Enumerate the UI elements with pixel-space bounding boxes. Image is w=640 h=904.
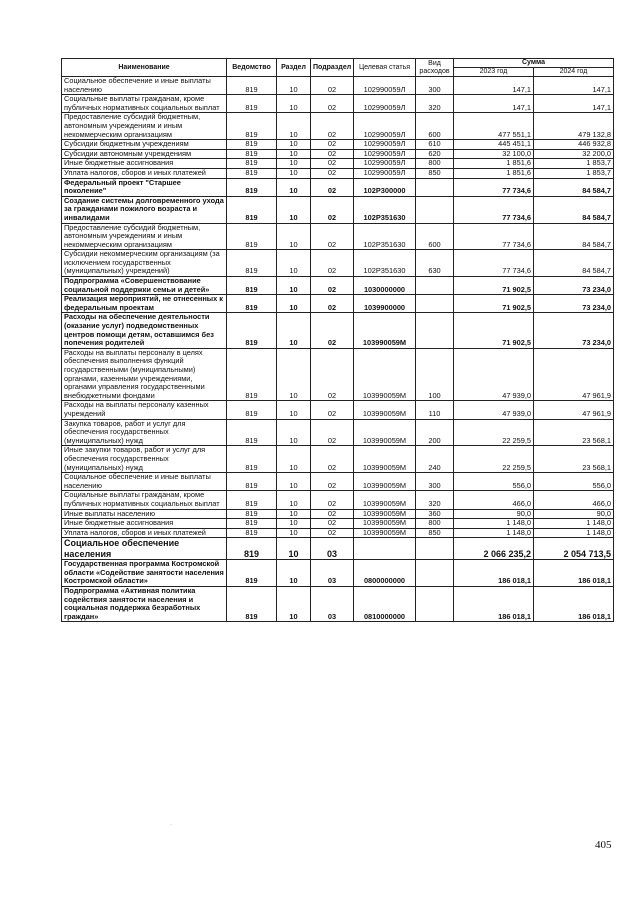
- table-row: [62, 250, 614, 277]
- table-row: [62, 95, 614, 113]
- row-name: Предоставление субсидий бюджетным, автономным учреждениям и иным некоммерческим организациям: [62, 113, 227, 140]
- row-value-2024: 47 961,9: [534, 348, 614, 401]
- row-exp: 360: [416, 509, 454, 519]
- row-section: 10: [277, 223, 311, 250]
- row-value-2024: 147,1: [534, 95, 614, 113]
- row-exp: 800: [416, 519, 454, 529]
- row-target: 0800000000: [354, 560, 416, 587]
- header-year-2024: 2024 год: [534, 68, 614, 77]
- row-subsection: 02: [311, 250, 354, 277]
- row-section: 10: [277, 140, 311, 150]
- row-exp: 200: [416, 419, 454, 446]
- row-name: Социальное обеспечение и иные выплаты населению: [62, 473, 227, 491]
- header-name: Наименование: [62, 59, 227, 77]
- table-row: [62, 401, 614, 419]
- row-name: Иные закупки товаров, работ и услуг для обеспечения государственных (муниципальных) нужд: [62, 446, 227, 473]
- table-row: [62, 528, 614, 538]
- row-target: 102990059Л: [354, 95, 416, 113]
- row-name: Создание системы долговременного ухода за гражданами пожилого возраста и инвалидами: [62, 196, 227, 223]
- row-name: Субсидии бюджетным учреждениям: [62, 140, 227, 150]
- row-name: Социальные выплаты гражданам, кроме публичных нормативных социальных выплат: [62, 491, 227, 509]
- table-row: [62, 277, 614, 295]
- row-subsection: 02: [311, 509, 354, 519]
- row-exp: 320: [416, 491, 454, 509]
- row-name: Уплата налогов, сборов и иных платежей: [62, 168, 227, 178]
- table-row: [62, 348, 614, 401]
- row-value-2024: 147,1: [534, 77, 614, 95]
- row-subsection: 02: [311, 419, 354, 446]
- row-target: 102990059Л: [354, 77, 416, 95]
- header-subsection: Подраздел: [311, 59, 354, 77]
- row-value-2023: 1 148,0: [454, 519, 534, 529]
- row-value-2024: 73 234,0: [534, 295, 614, 313]
- table-row: [62, 149, 614, 159]
- row-subsection: 02: [311, 295, 354, 313]
- row-subsection: 02: [311, 519, 354, 529]
- row-value-2023: 71 902,5: [454, 295, 534, 313]
- row-section: 10: [277, 587, 311, 622]
- row-value-2024: 1 853,7: [534, 159, 614, 169]
- row-name: Подпрограмма «Совершенствование социальной поддержки семьи и детей»: [62, 277, 227, 295]
- table-row: [62, 519, 614, 529]
- row-section: 10: [277, 113, 311, 140]
- row-target: 103990059М: [354, 528, 416, 538]
- row-value-2024: 23 568,1: [534, 419, 614, 446]
- row-value-2024: 90,0: [534, 509, 614, 519]
- row-section: 10: [277, 178, 311, 196]
- row-target: 1030000000: [354, 277, 416, 295]
- row-name: Уплата налогов, сборов и иных платежей: [62, 528, 227, 538]
- table-row: [62, 473, 614, 491]
- row-target: 103990059М: [354, 419, 416, 446]
- row-dept: 819: [227, 178, 277, 196]
- row-section: 10: [277, 560, 311, 587]
- row-section: 10: [277, 419, 311, 446]
- row-dept: 819: [227, 113, 277, 140]
- header-section: Раздел: [277, 59, 311, 77]
- row-value-2024: 84 584,7: [534, 196, 614, 223]
- row-target: 1039900000: [354, 295, 416, 313]
- row-value-2024: 32 200,0: [534, 149, 614, 159]
- page-number: 405: [595, 839, 612, 851]
- row-target: 103990059М: [354, 313, 416, 348]
- row-dept: 819: [227, 95, 277, 113]
- row-name: Иные бюджетные ассигнования: [62, 519, 227, 529]
- row-section: 10: [277, 168, 311, 178]
- table-row: [62, 587, 614, 622]
- row-value-2023: 2 066 235,2: [454, 538, 534, 560]
- row-exp: 850: [416, 168, 454, 178]
- row-value-2024: 186 018,1: [534, 587, 614, 622]
- row-value-2023: 147,1: [454, 77, 534, 95]
- row-value-2024: 73 234,0: [534, 277, 614, 295]
- row-dept: 819: [227, 491, 277, 509]
- row-value-2024: 23 568,1: [534, 446, 614, 473]
- row-exp: [416, 178, 454, 196]
- row-subsection: 02: [311, 313, 354, 348]
- row-value-2024: 47 961,9: [534, 401, 614, 419]
- row-dept: 819: [227, 446, 277, 473]
- row-target: 102990059Л: [354, 159, 416, 169]
- row-dept: 819: [227, 159, 277, 169]
- row-section: 10: [277, 159, 311, 169]
- row-section: 10: [277, 401, 311, 419]
- row-value-2023: 147,1: [454, 95, 534, 113]
- row-value-2024: 466,0: [534, 491, 614, 509]
- table-row: [62, 178, 614, 196]
- row-section: 10: [277, 149, 311, 159]
- row-value-2024: 1 148,0: [534, 528, 614, 538]
- row-name: Федеральный проект "Старшее поколение": [62, 178, 227, 196]
- row-target: 103990059М: [354, 519, 416, 529]
- table-row: [62, 113, 614, 140]
- row-target: 102P300000: [354, 178, 416, 196]
- row-exp: 610: [416, 140, 454, 150]
- row-exp: [416, 538, 454, 560]
- row-dept: 819: [227, 519, 277, 529]
- row-section: 10: [277, 509, 311, 519]
- table-row: [62, 419, 614, 446]
- row-exp: 100: [416, 348, 454, 401]
- row-name: Подпрограмма «Активная политика содействия занятости населения и социальная поддержка безработных граждан»: [62, 587, 227, 622]
- row-dept: 819: [227, 250, 277, 277]
- row-section: 10: [277, 473, 311, 491]
- row-name: Иные выплаты населению: [62, 509, 227, 519]
- row-subsection: 02: [311, 348, 354, 401]
- header-year-2023: 2023 год: [454, 68, 534, 77]
- row-target: 102990059Л: [354, 149, 416, 159]
- row-value-2023: 77 734,6: [454, 196, 534, 223]
- table-row: [62, 223, 614, 250]
- row-target: 102990059Л: [354, 168, 416, 178]
- row-value-2023: 1 851,6: [454, 168, 534, 178]
- row-dept: 819: [227, 140, 277, 150]
- row-subsection: 02: [311, 95, 354, 113]
- row-name: Субсидии некоммерческим организациям (за исключением государственных (муниципальных) учреждений): [62, 250, 227, 277]
- table-row: [62, 491, 614, 509]
- table-row: [62, 140, 614, 150]
- row-exp: 300: [416, 473, 454, 491]
- row-subsection: 03: [311, 538, 354, 560]
- row-exp: 600: [416, 223, 454, 250]
- row-section: 10: [277, 528, 311, 538]
- row-dept: 819: [227, 196, 277, 223]
- row-value-2023: 186 018,1: [454, 560, 534, 587]
- row-value-2024: 84 584,7: [534, 223, 614, 250]
- row-section: 10: [277, 295, 311, 313]
- table-row: [62, 446, 614, 473]
- row-subsection: 02: [311, 473, 354, 491]
- row-value-2023: 71 902,5: [454, 277, 534, 295]
- row-value-2023: 445 451,1: [454, 140, 534, 150]
- row-dept: 819: [227, 77, 277, 95]
- row-subsection: 02: [311, 491, 354, 509]
- budget-table: [61, 58, 614, 622]
- row-value-2024: 84 584,7: [534, 250, 614, 277]
- row-name: Субсидии автономным учреждениям: [62, 149, 227, 159]
- row-value-2023: 466,0: [454, 491, 534, 509]
- row-name: Иные бюджетные ассигнования: [62, 159, 227, 169]
- row-dept: 819: [227, 560, 277, 587]
- row-subsection: 02: [311, 178, 354, 196]
- row-section: 10: [277, 313, 311, 348]
- header-dept: Ведомство: [227, 59, 277, 77]
- row-target: [354, 538, 416, 560]
- row-subsection: 03: [311, 587, 354, 622]
- row-value-2024: 446 932,8: [534, 140, 614, 150]
- row-name: Расходы на выплаты персоналу казенных учреждений: [62, 401, 227, 419]
- header-target: Целевая статья: [354, 59, 416, 77]
- row-exp: [416, 277, 454, 295]
- row-section: 10: [277, 538, 311, 560]
- row-value-2023: 22 259,5: [454, 419, 534, 446]
- row-dept: 819: [227, 348, 277, 401]
- row-value-2023: 77 734,6: [454, 250, 534, 277]
- table-row: [62, 509, 614, 519]
- row-dept: 819: [227, 295, 277, 313]
- row-exp: 800: [416, 159, 454, 169]
- row-target: 0810000000: [354, 587, 416, 622]
- row-dept: 819: [227, 277, 277, 295]
- row-subsection: 03: [311, 560, 354, 587]
- margin-mark: ·: [170, 822, 172, 828]
- row-subsection: 02: [311, 401, 354, 419]
- row-subsection: 02: [311, 159, 354, 169]
- row-value-2024: 186 018,1: [534, 560, 614, 587]
- row-target: 103990059М: [354, 401, 416, 419]
- row-dept: 819: [227, 149, 277, 159]
- row-section: 10: [277, 491, 311, 509]
- row-dept: 819: [227, 419, 277, 446]
- row-name: Предоставление субсидий бюджетным, автономным учреждениям и иным некоммерческим организациям: [62, 223, 227, 250]
- row-section: 10: [277, 77, 311, 95]
- row-dept: 819: [227, 473, 277, 491]
- row-section: 10: [277, 250, 311, 277]
- table-row: [62, 77, 614, 95]
- row-section: 10: [277, 519, 311, 529]
- row-subsection: 02: [311, 446, 354, 473]
- row-value-2024: 1 853,7: [534, 168, 614, 178]
- row-section: 10: [277, 446, 311, 473]
- row-exp: 110: [416, 401, 454, 419]
- row-dept: 819: [227, 313, 277, 348]
- row-subsection: 02: [311, 277, 354, 295]
- row-target: 103990059М: [354, 509, 416, 519]
- header-exp: Вид расходов: [416, 59, 454, 77]
- row-target: 103990059М: [354, 473, 416, 491]
- row-name: Расходы на выплаты персоналу в целях обеспечения выполнения функций государственными (муниципальными) органами, казенными учреждениями, органами управления государственными внебюджетными фондами: [62, 348, 227, 401]
- row-name: Закупка товаров, работ и услуг для обеспечения государственных (муниципальных) нужд: [62, 419, 227, 446]
- row-target: 103990059М: [354, 491, 416, 509]
- table-row: [62, 538, 614, 560]
- row-value-2023: 77 734,6: [454, 178, 534, 196]
- row-value-2024: 84 584,7: [534, 178, 614, 196]
- row-target: 102P351630: [354, 223, 416, 250]
- row-section: 10: [277, 348, 311, 401]
- row-exp: 620: [416, 149, 454, 159]
- row-exp: [416, 560, 454, 587]
- budget-sheet: [61, 58, 613, 622]
- row-exp: 240: [416, 446, 454, 473]
- table-body: [62, 77, 614, 622]
- row-subsection: 02: [311, 113, 354, 140]
- table-header: [62, 59, 614, 77]
- row-section: 10: [277, 277, 311, 295]
- row-dept: 819: [227, 401, 277, 419]
- row-exp: [416, 295, 454, 313]
- row-name: Расходы на обеспечение деятельности (оказание услуг) подведомственных центров помощи детям, оставшимся без попечения родителей: [62, 313, 227, 348]
- table-row: [62, 313, 614, 348]
- row-value-2023: 47 939,0: [454, 401, 534, 419]
- row-value-2023: 71 902,5: [454, 313, 534, 348]
- row-dept: 819: [227, 168, 277, 178]
- table-row: [62, 159, 614, 169]
- row-target: 102P351630: [354, 250, 416, 277]
- row-exp: 320: [416, 95, 454, 113]
- row-subsection: 02: [311, 140, 354, 150]
- row-exp: 850: [416, 528, 454, 538]
- table-row: [62, 295, 614, 313]
- row-subsection: 02: [311, 196, 354, 223]
- row-target: 103990059М: [354, 348, 416, 401]
- row-name: Социальные выплаты гражданам, кроме публичных нормативных социальных выплат: [62, 95, 227, 113]
- row-dept: 819: [227, 528, 277, 538]
- table-row: [62, 196, 614, 223]
- row-value-2024: 73 234,0: [534, 313, 614, 348]
- row-value-2023: 77 734,6: [454, 223, 534, 250]
- row-name: Социальное обеспечение и иные выплаты населению: [62, 77, 227, 95]
- row-value-2024: 2 054 713,5: [534, 538, 614, 560]
- row-exp: 300: [416, 77, 454, 95]
- row-dept: 819: [227, 538, 277, 560]
- row-value-2024: 479 132,8: [534, 113, 614, 140]
- row-subsection: 02: [311, 528, 354, 538]
- row-target: 102990059Л: [354, 140, 416, 150]
- row-dept: 819: [227, 223, 277, 250]
- row-value-2024: 556,0: [534, 473, 614, 491]
- row-value-2023: 477 551,1: [454, 113, 534, 140]
- row-dept: 819: [227, 587, 277, 622]
- row-value-2023: 1 851,6: [454, 159, 534, 169]
- row-name: Социальное обеспечение населения: [62, 538, 227, 560]
- row-value-2023: 47 939,0: [454, 348, 534, 401]
- row-value-2023: 90,0: [454, 509, 534, 519]
- row-target: 102990059Л: [354, 113, 416, 140]
- table-row: [62, 168, 614, 178]
- row-value-2023: 22 259,5: [454, 446, 534, 473]
- row-value-2023: 32 100,0: [454, 149, 534, 159]
- row-exp: [416, 587, 454, 622]
- row-value-2024: 1 148,0: [534, 519, 614, 529]
- row-value-2023: 556,0: [454, 473, 534, 491]
- row-subsection: 02: [311, 149, 354, 159]
- row-exp: [416, 313, 454, 348]
- table-row: [62, 560, 614, 587]
- row-value-2023: 1 148,0: [454, 528, 534, 538]
- row-target: 103990059М: [354, 446, 416, 473]
- row-subsection: 02: [311, 77, 354, 95]
- row-subsection: 02: [311, 223, 354, 250]
- row-name: Реализация мероприятий, не отнесенных к федеральным проектам: [62, 295, 227, 313]
- row-exp: 600: [416, 113, 454, 140]
- row-dept: 819: [227, 509, 277, 519]
- row-value-2023: 186 018,1: [454, 587, 534, 622]
- row-subsection: 02: [311, 168, 354, 178]
- row-target: 102P351630: [354, 196, 416, 223]
- row-exp: 630: [416, 250, 454, 277]
- row-exp: [416, 196, 454, 223]
- header-sum: Сумма: [454, 59, 614, 68]
- row-name: Государственная программа Костромской области «Содействие занятости населения Костромской области»: [62, 560, 227, 587]
- row-section: 10: [277, 196, 311, 223]
- row-section: 10: [277, 95, 311, 113]
